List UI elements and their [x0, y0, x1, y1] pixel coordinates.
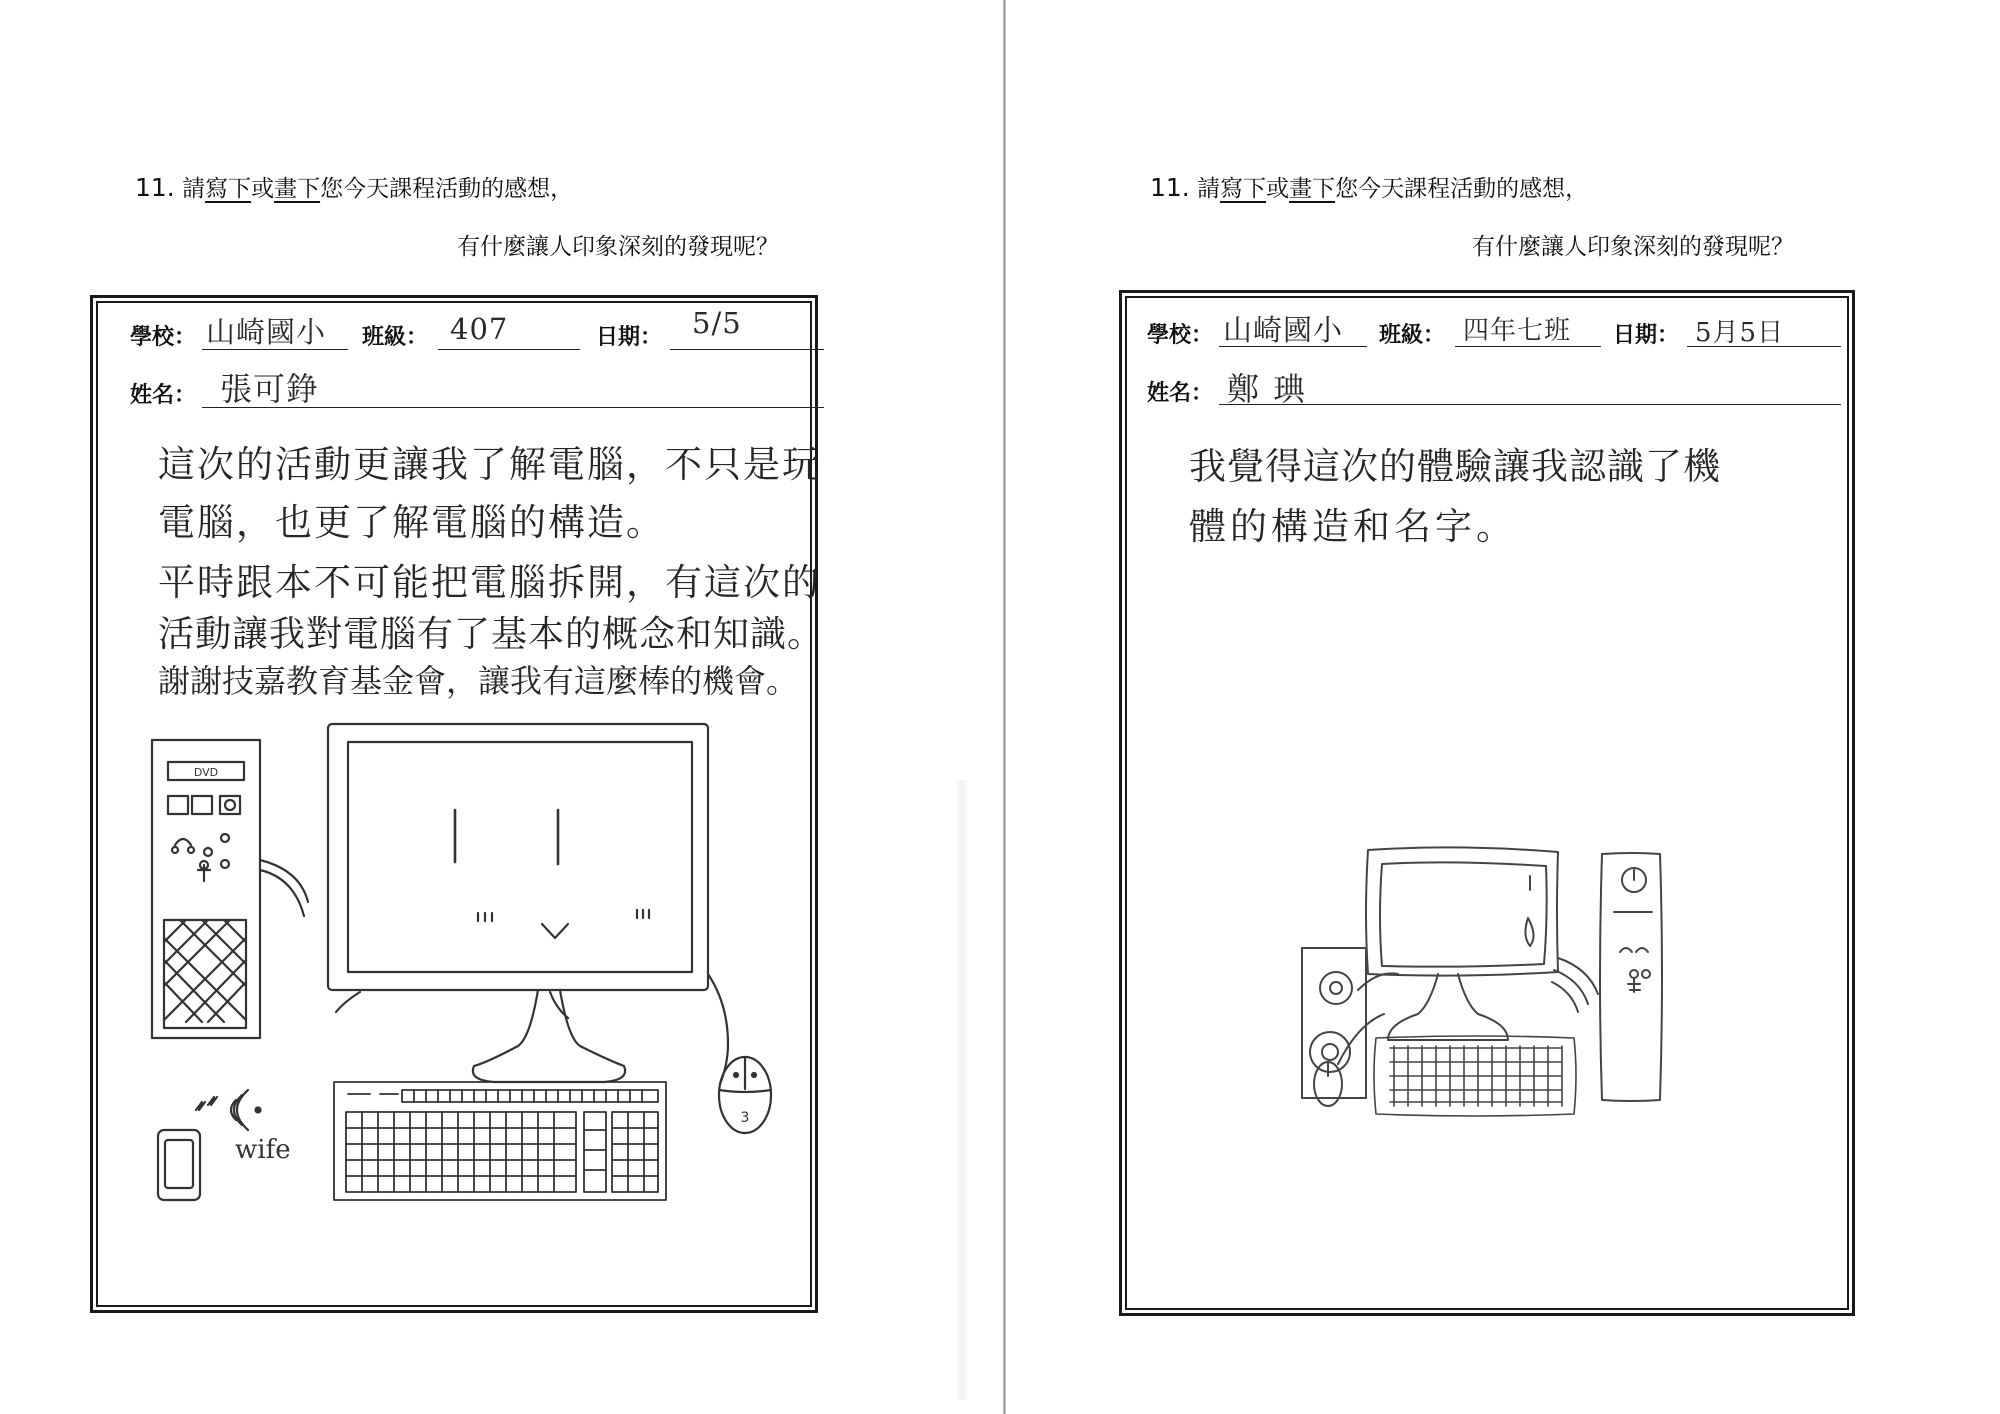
question-text: 您今天課程活動的感想， [1335, 176, 1589, 202]
keyboard-sketch [334, 1082, 666, 1200]
keyboard-sketch [1374, 1036, 1576, 1116]
answer-line: 謝謝技嘉教育基金會，讓我有這麼棒的機會。 [158, 662, 799, 700]
question-number: 11. [135, 173, 175, 202]
dvd-label: DVD [193, 766, 219, 779]
class-underline [1455, 346, 1601, 347]
school-value: 山崎國小 [206, 315, 327, 349]
name-value: 張可錚 [220, 370, 320, 408]
class-underline [438, 349, 580, 350]
name-value: 鄭琠 [1227, 370, 1320, 408]
question-number: 11. [1150, 173, 1190, 202]
date-underline [670, 349, 824, 350]
question-text: 或 [251, 176, 275, 202]
pc-tower-sketch [1600, 853, 1662, 1101]
mouse-sketch [708, 974, 771, 1133]
question-line-2: 有什麼讓人印象深刻的發現呢？ [1472, 234, 1794, 260]
monitor-sketch [1358, 847, 1598, 1040]
class-label: 班級： [1379, 323, 1446, 348]
question-underlined-draw: 畫下 [274, 176, 321, 202]
right-worksheet [1005, 0, 2000, 1414]
speaker-sketch [1302, 948, 1366, 1098]
mouse-mark: 3 [740, 1110, 750, 1126]
computer-drawing [140, 710, 800, 1230]
school-underline [1219, 346, 1367, 347]
name-underline [1219, 404, 1841, 405]
name-underline [202, 407, 824, 408]
class-label: 班級： [362, 325, 429, 350]
wifi-caption: wife [235, 1135, 291, 1165]
pc-tower-sketch [152, 740, 260, 1038]
class-value: 407 [450, 312, 509, 346]
date-value: 5/5 [692, 306, 742, 340]
answer-line: 活動讓我對電腦有了基本的概念和知識。 [158, 614, 825, 655]
name-label: 姓名： [1147, 381, 1214, 406]
answer-line: 體的構造和名字。 [1189, 505, 1517, 548]
answer-line: 這次的活動更讓我了解電腦，不只是玩 [158, 443, 821, 486]
question-underlined-draw: 畫下 [1289, 176, 1336, 202]
school-label: 學校： [1147, 323, 1214, 348]
name-label: 姓名： [130, 383, 197, 408]
answer-line: 平時跟本不可能把電腦拆開，有這次的 [158, 561, 821, 604]
question-line-1 [1150, 170, 1588, 203]
computer-drawing [1290, 840, 1690, 1130]
date-label: 日期： [596, 325, 663, 350]
question-text: 請 [1197, 176, 1221, 202]
question-line-2: 有什麼讓人印象深刻的發現呢？ [457, 234, 779, 260]
question-text: 您今天課程活動的感想， [320, 176, 574, 202]
question-underlined-write: 寫下 [205, 176, 252, 202]
school-underline [202, 349, 348, 350]
monitor-sketch [328, 724, 708, 1082]
school-label: 學校： [130, 325, 197, 350]
question-text: 或 [1266, 176, 1290, 202]
question-underlined-write: 寫下 [1220, 176, 1267, 202]
answer-line: 電腦，也更了解電腦的構造。 [158, 501, 665, 544]
class-value: 四年七班 [1463, 316, 1572, 346]
school-value: 山崎國小 [1223, 313, 1344, 347]
answer-line: 我覺得這次的體驗讓我認識了機 [1189, 445, 1721, 488]
date-value: 5月5日 [1695, 318, 1785, 348]
date-underline [1687, 346, 1841, 347]
question-text: 請 [182, 176, 206, 202]
question-line-1 [135, 170, 573, 203]
phone-wifi-sketch [158, 1090, 291, 1200]
date-label: 日期： [1613, 323, 1680, 348]
